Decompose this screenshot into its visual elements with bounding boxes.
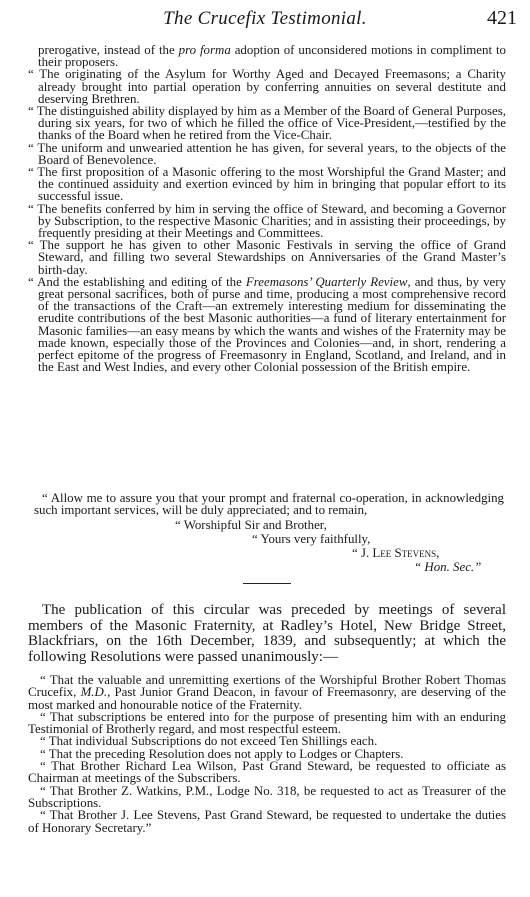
list-item: “ The originating of the Asylum for Worthy Aged and Decayed Freemasons; a Charity already brought into partial operation by conferring annuities on several destitute and deserving Brethren. bbox=[28, 67, 506, 106]
resolution-item: “ That Brother J. Lee Stevens, Past Grand Steward, be requested to undertake the duties of Honorary Secretary.” bbox=[28, 808, 506, 835]
resolution-item: “ That subscriptions be entered into for the purpose of presenting him with an enduring Testimonial of Brotherly regard, and most respectful esteem. bbox=[28, 709, 506, 737]
list-item: “ The benefits conferred by him in serving the office of Steward, and becoming a Governor by Subscription, to the respective Masonic Charities; and in assisting their proceedings, by frequently presiding at their Meetings and Committees. bbox=[28, 201, 506, 241]
closing-text: “ Allow me to assure you that your prompt and fraternal co-operation, in acknowledging such important services, will be duly appreciated; and to remain, bbox=[34, 491, 504, 518]
list-item: “ The distinguished ability displayed by him as a Member of the Board of General Purposes, during six years, for two of which he filled the office of Vice-President,—testified by the thanks of the Board when he retired from the Vice-Chair. bbox=[28, 104, 506, 143]
running-title: The Crucefix Testimonial. bbox=[163, 8, 367, 29]
running-header bbox=[0, 6, 530, 34]
resolution-item: “ That the valuable and unremitting exertions of the Worshipful Brother Robert Thomas Crucefix, M.D., Past Junior Grand Deacon, in favour of Freemasonry, are deserving of the most marked and honourable notice of the Fraternity. bbox=[28, 673, 507, 712]
list-item: “ And the establishing and editing of the Freemasons’ Quarterly Review, and thus, by very great personal sacrifices, both of purse and time, producing a most comprehensive record of the transactions of the Craft—an extremely interesting medium for disseminating the erudite contributions of the best Masonic authorities—a fund of literary entertainment for Masonic families—an easy means by which the wants and wishes of the Fraternity may be made known, especially those of the Provinces and Colonies—and, in short, rendering a perfect epitome of the progress of Freemasonry in England, Scotland, and Ireland, and in the East and West Indies, and every other Colonial possession of the British empire. bbox=[28, 274, 506, 375]
resolutions-list bbox=[28, 674, 506, 834]
list-item: prerogative, instead of the pro forma adoption of unconsidered motions in compliment to their proposers. bbox=[38, 43, 507, 70]
salutation: “ Worshipful Sir and Brother, bbox=[175, 518, 327, 532]
list-item: “ The first proposition of a Masonic offering to the most Worshipful the Grand Master; and the continued assiduity and exertion evinced by him in bringing that popular effort to its successful issue. bbox=[28, 165, 506, 204]
list-item: “ The uniform and unwearied attention he has given, for several years, to the objects of the Board of Benevolence. bbox=[28, 140, 506, 167]
resolution-item: “ That the preceding Resolution does not apply to Lodges or Chapters. bbox=[40, 746, 404, 761]
resolution-item: “ That Brother Richard Lea Wilson, Past Grand Steward, be requested to officiate as Chairman at meetings of the Subscribers. bbox=[28, 759, 506, 786]
publication-paragraph bbox=[28, 603, 506, 665]
achievements-list bbox=[28, 44, 506, 373]
resolution-item: “ That individual Subscriptions do not exceed Ten Shillings each. bbox=[40, 734, 378, 749]
list-item: “ The support he has given to other Masonic Festivals in serving the office of Grand Steward, and filling two several Stewardships on Anniversaries of the Grand Master’s birth-day. bbox=[28, 238, 506, 277]
signature-office: “ Hon. Sec.” bbox=[414, 560, 482, 574]
section-divider bbox=[243, 583, 291, 584]
valediction: “ Yours very faithfully, bbox=[252, 532, 371, 546]
publication-text: The publication of this circular was preceded by meetings of several members of the Masonic Fraternity, at Radley’s Hotel, New Bridge Street, Blackfriars, on the 16th December, 1839, and subsequently; at which the following Resolutions were passed unanimously:— bbox=[28, 602, 506, 665]
closing-paragraph bbox=[34, 492, 504, 516]
resolution-item: “ That Brother Z. Watkins, P.M., Lodge No. 318, be requested to act as Treasurer of the Subscriptions. bbox=[28, 783, 506, 810]
page-number: 421 bbox=[487, 7, 517, 29]
signature-name: “ J. Lee Stevens, bbox=[352, 546, 440, 560]
